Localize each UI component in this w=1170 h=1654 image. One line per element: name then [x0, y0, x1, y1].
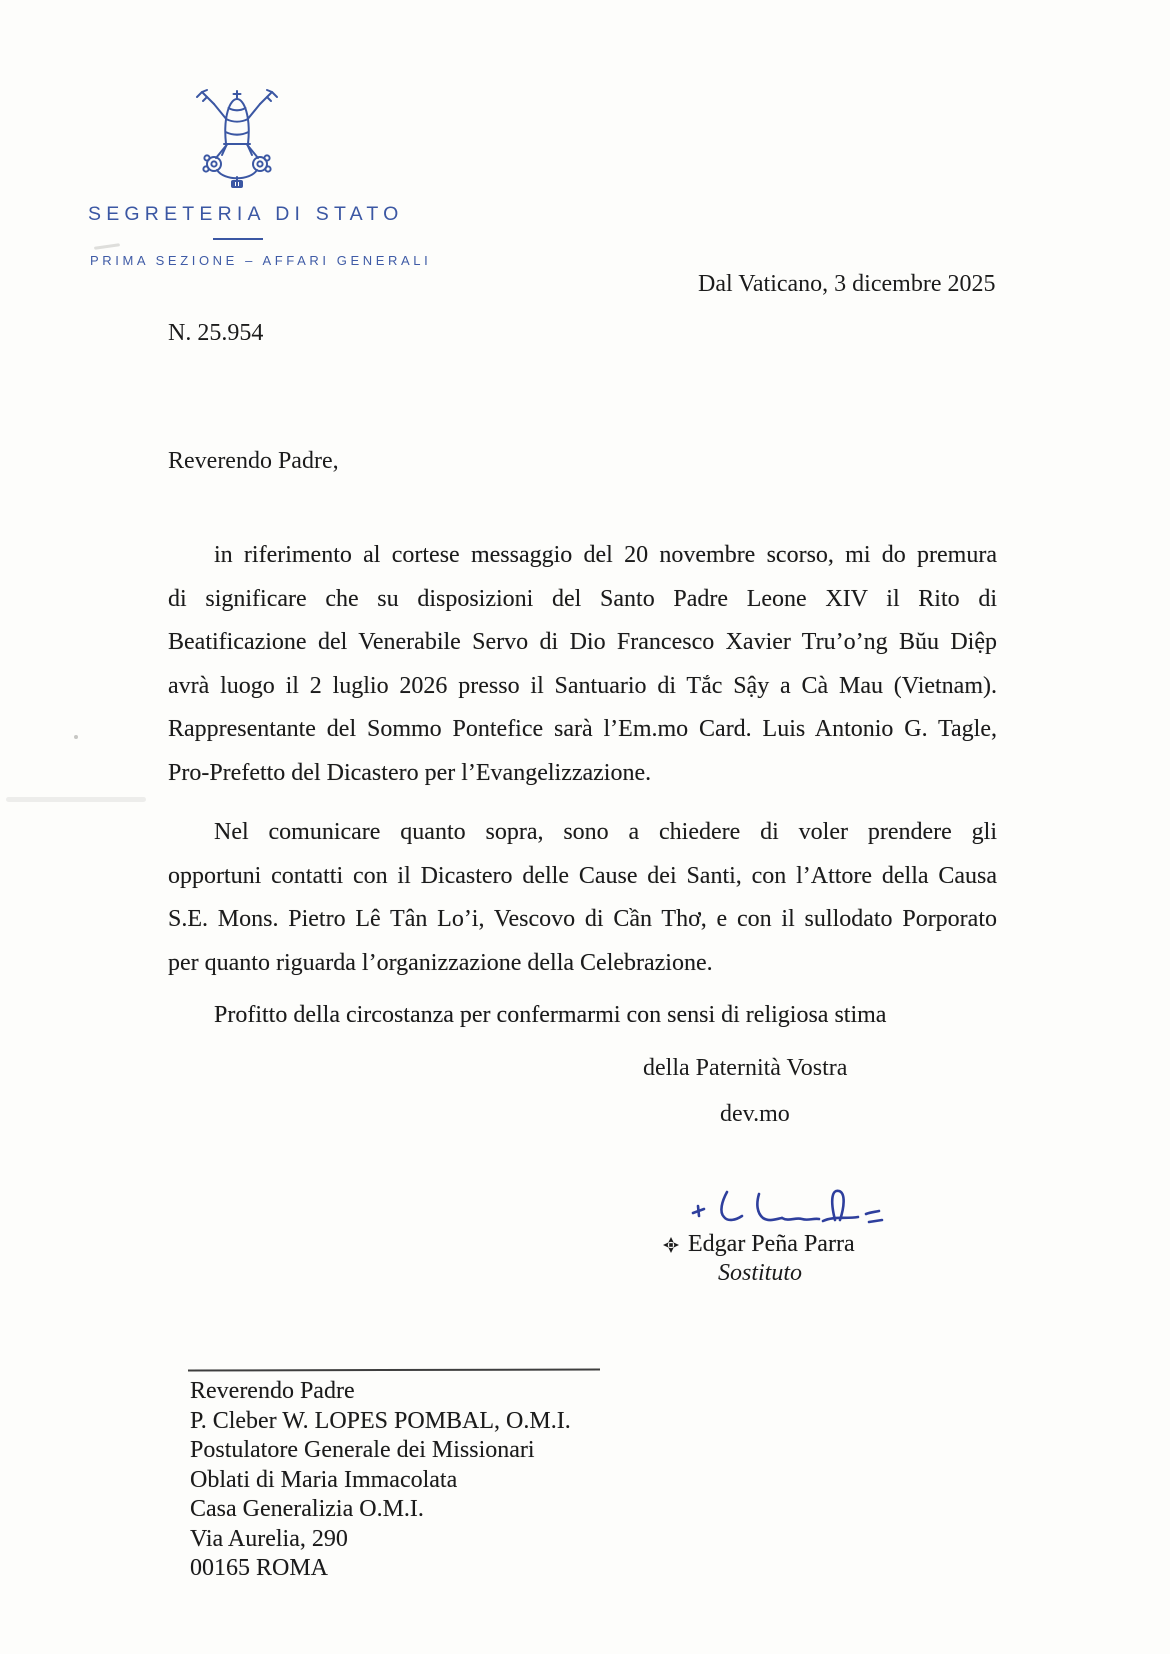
paragraph-1 — [168, 534, 997, 795]
scan-smudge — [94, 243, 120, 250]
salutation: Reverendo Padre, — [168, 448, 339, 474]
paragraph-3 — [168, 994, 997, 1038]
recipient-separator — [188, 1368, 600, 1371]
scan-smudge — [6, 797, 146, 802]
closing-devmo: dev.mo — [720, 1101, 790, 1127]
vatican-crest-icon — [190, 84, 284, 193]
recipient-line: 00165 ROMA — [190, 1555, 329, 1581]
paragraph-line: per quanto riguarda l’organizzazione della Celebrazione. — [168, 949, 713, 976]
paragraph-line: opportuni contatti con il Dicastero delle Cause dei Santi, con l’Attore della Causa — [168, 862, 997, 889]
letterhead-title: SEGRETERIA DI STATO — [88, 203, 404, 225]
paragraph-line: Rappresentante del Sommo Pontefice sarà l’Em.mo Card. Luis Antonio G. Tagle, — [168, 716, 997, 742]
paragraph-line: Pro-Prefetto del Dicastero per l’Evangelizzazione. — [168, 759, 652, 786]
scan-speck — [74, 735, 78, 739]
paragraph-2 — [168, 811, 997, 985]
recipient-address — [190, 1377, 571, 1584]
signatory — [663, 1231, 855, 1258]
maltese-cross-icon — [663, 1237, 679, 1253]
letterhead-subtitle: PRIMA SEZIONE – AFFARI GENERALI — [90, 253, 432, 268]
paragraph-line: Nel comunicare quanto sopra, sono a chiedere di voler prendere gli — [214, 819, 997, 845]
recipient-line: Postulatore Generale dei Missionari — [190, 1437, 535, 1463]
recipient-line: Reverendo Padre — [190, 1378, 355, 1404]
recipient-line: Casa Generalizia O.M.I. — [190, 1496, 424, 1522]
paragraph-line: di significare che su disposizioni del Santo Padre Leone XIV il Rito di — [168, 585, 997, 612]
signatory-title: Sostituto — [718, 1260, 803, 1286]
paragraph-line: Beatificazione del Venerabile Servo di Dio Francesco Xavier Tru’o’ng Bŭu Diệp — [168, 629, 997, 655]
paragraph-line: avrà luogo il 2 luglio 2026 presso il Santuario di Tắc Sậy a Cà Mau (Vietnam). — [168, 672, 997, 699]
paragraph-line: in riferimento al cortese messaggio del 20 novembre scorso, mi do premura — [214, 542, 997, 568]
paragraph-line: S.E. Mons. Pietro Lê Tân Lo’i, Vescovo di Cần Thơ, e con il sullodato Porporato — [168, 906, 997, 932]
letterhead-divider — [213, 238, 263, 240]
closing-line: della Paternità Vostra — [643, 1055, 848, 1081]
dateline: Dal Vaticano, 3 dicembre 2025 — [698, 271, 996, 297]
paragraph-line: Profitto della circostanza per confermarmi con sensi di religiosa stima — [214, 1002, 887, 1028]
signatory-name: Edgar Peña Parra — [688, 1231, 855, 1257]
recipient-line: Oblati di Maria Immacolata — [190, 1466, 458, 1493]
protocol-number: N. 25.954 — [168, 320, 264, 346]
recipient-line: P. Cleber W. LOPES POMBAL, O.M.I. — [190, 1407, 571, 1434]
recipient-line: Via Aurelia, 290 — [190, 1525, 348, 1552]
